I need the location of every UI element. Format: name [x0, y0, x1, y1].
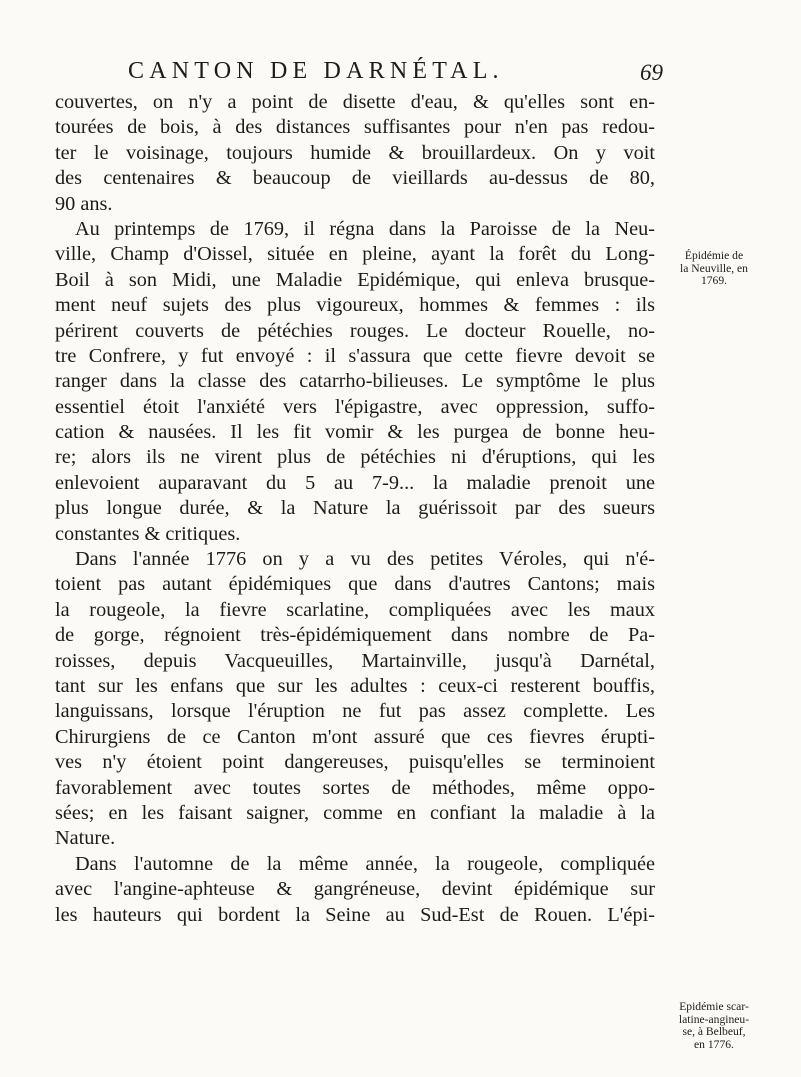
text-line: les hauteurs qui bordent la Seine au Sud-Est de Rouen. L'épi-: [55, 903, 655, 926]
text-line: Au printemps de 1769, il régna dans la Paroisse de la Neu-: [75, 217, 655, 240]
running-title: CANTON DE DARNÉTAL.: [128, 58, 504, 84]
text-line: la rougeole, la fievre scarlatine, compliquées avec les maux: [55, 598, 655, 621]
text-line: périrent couverts de pétéchies rouges. Le docteur Rouelle, no-: [55, 319, 655, 342]
text-line: languissans, lorsque l'éruption ne fut pas assez complette. Les: [55, 700, 655, 723]
text-line: sées; en les faisant saigner, comme en confiant la maladie à la: [55, 801, 655, 824]
margin-note-belbeuf-1776: [664, 1001, 764, 1051]
text-line: ves n'y étoient point dangereuses, puisqu'elles se terminoient: [55, 751, 655, 774]
text-line: ment neuf sujets des plus vigoureux, hommes & femmes : ils: [55, 294, 655, 317]
text-line: 90 ans.: [55, 192, 113, 215]
text-line: Dans l'année 1776 on y a vu des petites Véroles, qui n'é-: [75, 548, 655, 571]
text-line: toient pas autant épidémiques que dans d'autres Cantons; mais: [55, 573, 655, 596]
body-text: [55, 90, 655, 928]
text-line: cation & nausées. Il les fit vomir & les purgea de bonne heu-: [55, 421, 655, 444]
text-line: roisses, depuis Vacqueuilles, Martainville, jusqu'à Darnétal,: [55, 649, 655, 672]
margin-note-neuville-1769: [664, 250, 764, 288]
text-line: couvertes, on n'y a point de disette d'eau, & qu'elles sont en-: [55, 91, 655, 113]
text-line: ter le voisinage, toujours humide & brouillardeux. On y voit: [55, 141, 655, 164]
text-line: constantes & critiques.: [55, 522, 241, 545]
text-line: tourées de bois, à des distances suffisantes pour n'en pas redou-: [55, 116, 655, 139]
text-line: de gorge, régnoient très-épidémiquement dans nombre de Pa-: [55, 624, 655, 647]
text-line: essentiel étoit l'anxiété vers l'épigastre, avec oppression, suffo-: [55, 395, 655, 418]
margin-note-line: se, à Belbeuf,: [682, 1025, 746, 1039]
text-line: avec l'angine-aphteuse & gangréneuse, devint épidémique sur: [55, 878, 655, 901]
text-line: Chirurgiens de ce Canton m'ont assuré que ces fievres érupti-: [55, 725, 655, 748]
margin-note-line: 1769.: [700, 274, 728, 288]
margin-note-line: latine-angineu-: [678, 1012, 750, 1026]
text-line: favorablement avec toutes sortes de méthodes, même oppo-: [55, 776, 655, 799]
text-line: plus longue durée, & la Nature la guérissoit par des sueurs: [55, 497, 655, 520]
margin-note-line: la Neuville, en: [680, 261, 748, 275]
text-line: tre Confrere, y fut envoyé : il s'assura que cette fievre devoit se: [55, 344, 655, 367]
text-line: Nature.: [55, 827, 116, 850]
page-number: 69: [640, 60, 663, 85]
text-line: des centenaires & beaucoup de vieillards au-dessus de 80,: [55, 167, 655, 190]
margin-note-line: Épidémie de: [684, 249, 744, 262]
text-line: ranger dans la classe des catarrho-bilieuses. Le symptôme le plus: [55, 370, 655, 393]
margin-note-line: Epidémie scar-: [679, 1000, 749, 1013]
text-line: ville, Champ d'Oissel, située en pleine, ayant la forêt du Long-: [55, 243, 655, 266]
text-line: Dans l'automne de la même année, la rougeole, compliquée: [75, 852, 655, 875]
text-line: enlevoient auparavant du 5 au 7-9... la maladie prenoit une: [55, 471, 655, 494]
margin-note-line: en 1776.: [694, 1037, 734, 1051]
text-line: Boil à son Midi, une Maladie Epidémique, qui enleva brusque-: [55, 268, 655, 291]
text-line: tant sur les enfans que sur les adultes : ceux-ci resterent bouffis,: [55, 674, 655, 697]
text-line: re; alors ils ne virent plus de pétéchies ni d'éruptions, qui les: [55, 446, 655, 469]
